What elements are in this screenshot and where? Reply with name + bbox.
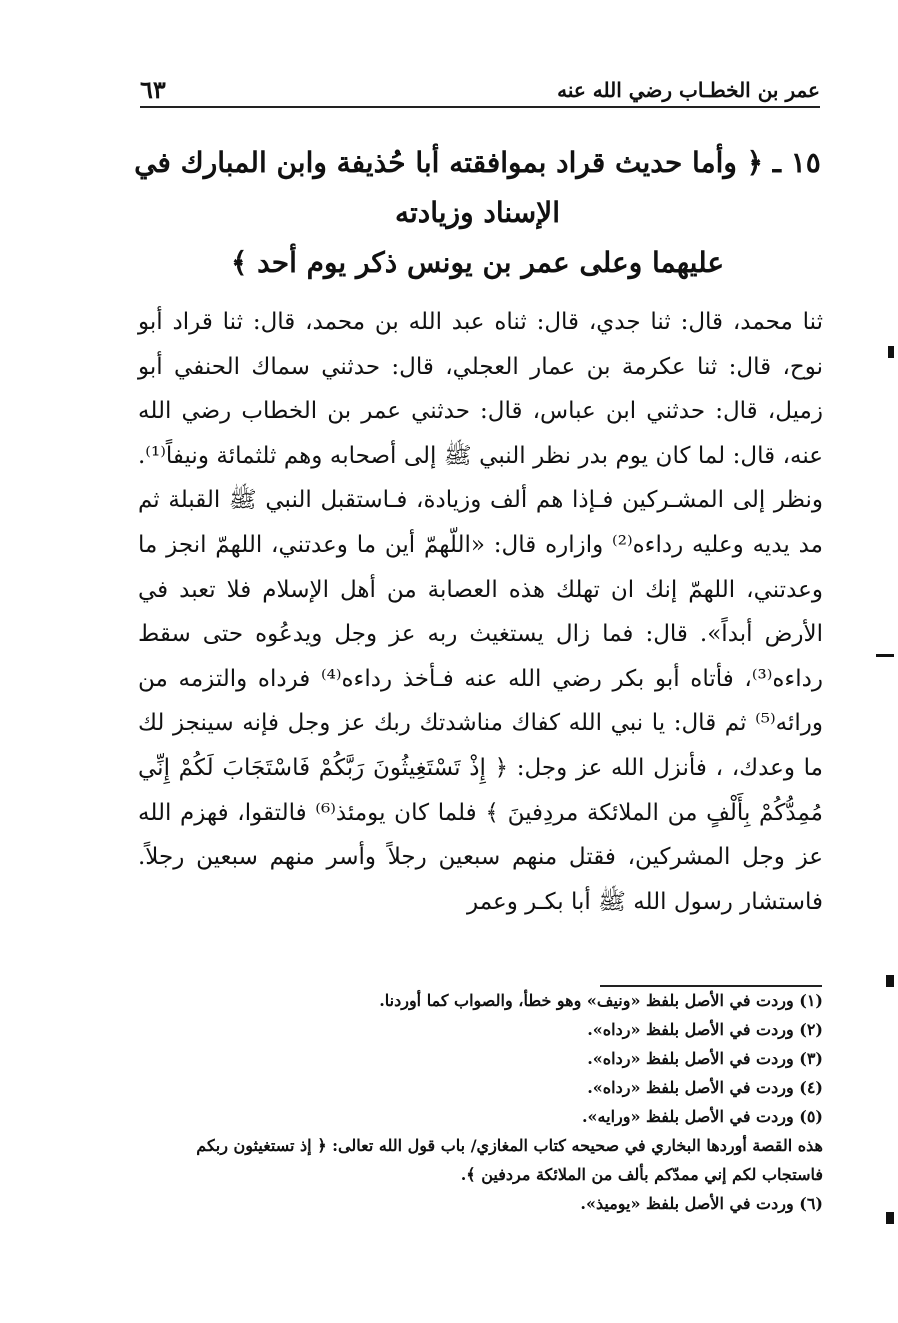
margin-mark <box>876 654 894 657</box>
footnote-5-commentary: هذه القصة أوردها البخاري في صحيحه كتاب المغازي/ باب قول الله تعالى: ﴿ إذ تستغيثون ربكم فاستجاب لكم إني ممدّكم بألف من الملائكة مردفين ﴾. <box>196 1136 823 1184</box>
footnote-2: (٢) وردت في الأصل بلفظ «رداه». <box>587 1020 823 1039</box>
footnote-4: (٤) وردت في الأصل بلفظ «رداه». <box>587 1078 823 1097</box>
margin-mark <box>886 975 894 987</box>
section-heading <box>130 138 825 288</box>
running-header <box>140 66 820 108</box>
footnote-1: (١) وردت في الأصل بلفظ «ونيف» وهو خطأ، والصواب كما أوردنا. <box>379 991 823 1010</box>
footnotes <box>138 986 823 1218</box>
header-title: عمر بن الخطـاب رضي الله عنه <box>557 78 820 102</box>
footnote-3: (٣) وردت في الأصل بلفظ «رداه». <box>587 1049 823 1068</box>
footnote-6: (٦) وردت في الأصل بلفظ «يوميذ». <box>580 1194 823 1213</box>
heading-line-2: عليهما وعلى عمر بن يونس ذكر يوم أحد ﴾ <box>230 246 725 279</box>
page-number: ٦٣ <box>140 75 166 104</box>
margin-mark <box>888 346 894 358</box>
margin-mark <box>886 1212 894 1224</box>
footnote-5: (٥) وردت في الأصل بلفظ «ورايه». <box>581 1107 823 1126</box>
body-paragraph: ثنا محمد، قال: ثنا جدي، قال: ثناه عبد الله بن محمد، قال: ثنا قراد أبو نوح، قال: ثنا عكرمة بن عمار العجلي، قال: حدثني سماك الحنفي أبو زميل، قال: حدثني ابن عباس، قال: حدثني عمر بن الخطاب رضي الله عنه، قال: لما كان يوم بدر نظر النبي ﷺ إلى أصحابه وهم ثلثمائة ونيفاً⁽¹⁾. ونظر إلى المشـركين فـإذا هم ألف وزيادة، فـاستقبل النبي ﷺ القبلة ثم مد يديه وعليه رداءه⁽²⁾ وازاره قال: «اللّهمّ أين ما وعدتني، اللهمّ انجز ما وعدتني، اللهمّ إنك ان تهلك هذه العصابة من أهل الإسلام فلا تعبد في الأرض أبداً». قال: فما زال يستغيث ربه عز وجل ويدعُوه حتى سقط رداءه⁽³⁾، فأتاه أبو بكر رضي الله عنه فـأخذ رداءه⁽⁴⁾ فرداه والتزمه من ورائه⁽⁵⁾ ثم قال: يا نبي الله كفاك مناشدتك ربك عز وجل فإنه سينجز لك ما وعدك، ، فأنزل الله عز وجل: ﴿ إِذْ تَسْتَغِيثُونَ رَبَّكُمْ فَاسْتَجَابَ لَكُمْ إِنِّي مُمِدُّكُمْ بِأَلْفٍ من الملائكة مردِفينَ ﴾ فلما كان يومئذ⁽⁶⁾ فالتقوا، فهزم الله عز وجل المشركين، فقتل منهم سبعين رجلاً وأسر منهم سبعين رجلاً. فاستشار رسول الله ﷺ أبا بكـر وعمر <box>138 309 824 915</box>
heading-line-1: ١٥ ـ ﴿ وأما حديث قراد بموافقته أبا حُذيفة وابن المبارك في الإسناد وزيادته <box>134 146 821 229</box>
